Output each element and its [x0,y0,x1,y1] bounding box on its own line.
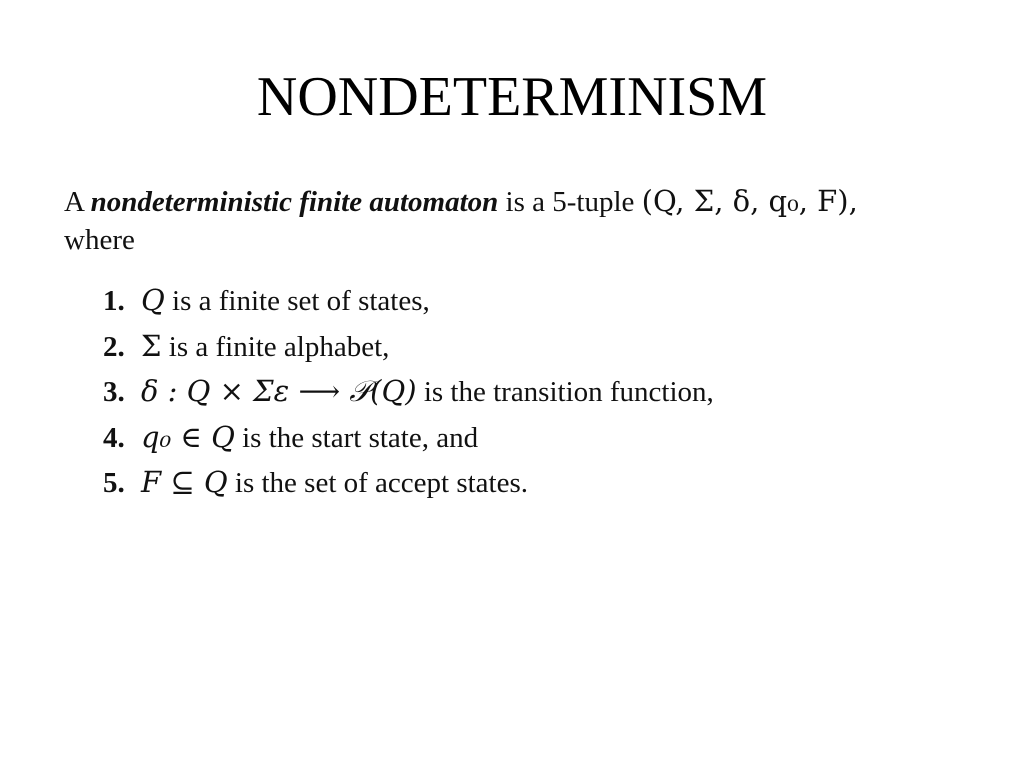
list-item [103,460,983,506]
item-math: Q [141,283,165,317]
item-number: 4. [103,421,125,454]
item-text: is a finite alphabet, [168,330,390,363]
item-number: 2. [103,330,125,363]
intro-suffix: where [64,224,135,256]
item-math: q₀ ∈ Q [141,419,235,454]
list-item [103,369,983,415]
item-math: Σ [141,328,162,363]
definition-list [103,278,983,506]
item-text: is the start state, and [242,421,479,454]
item-math: δ : Q × Σε ⟶ 𝒫(Q) [141,374,417,408]
item-math: F ⊆ Q [141,465,228,499]
defined-term: nondeterministic finite automaton [90,186,499,218]
slide-title: NONDETERMINISM [256,66,768,128]
intro-prefix: A [64,186,84,218]
list-item [103,324,983,370]
list-item [103,278,983,324]
item-text: is a finite set of states, [172,285,430,317]
item-text: is the set of accept states. [234,467,529,499]
item-text: is the transition function, [423,376,714,408]
item-number: 1. [103,285,125,317]
item-number: 5. [103,467,125,499]
tuple-notation: (Q, Σ, δ, q₀, F), [641,184,858,218]
intro-middle: is a 5-tuple [505,186,635,218]
item-number: 3. [103,376,125,408]
list-item [103,415,983,461]
definition-intro [64,182,984,259]
